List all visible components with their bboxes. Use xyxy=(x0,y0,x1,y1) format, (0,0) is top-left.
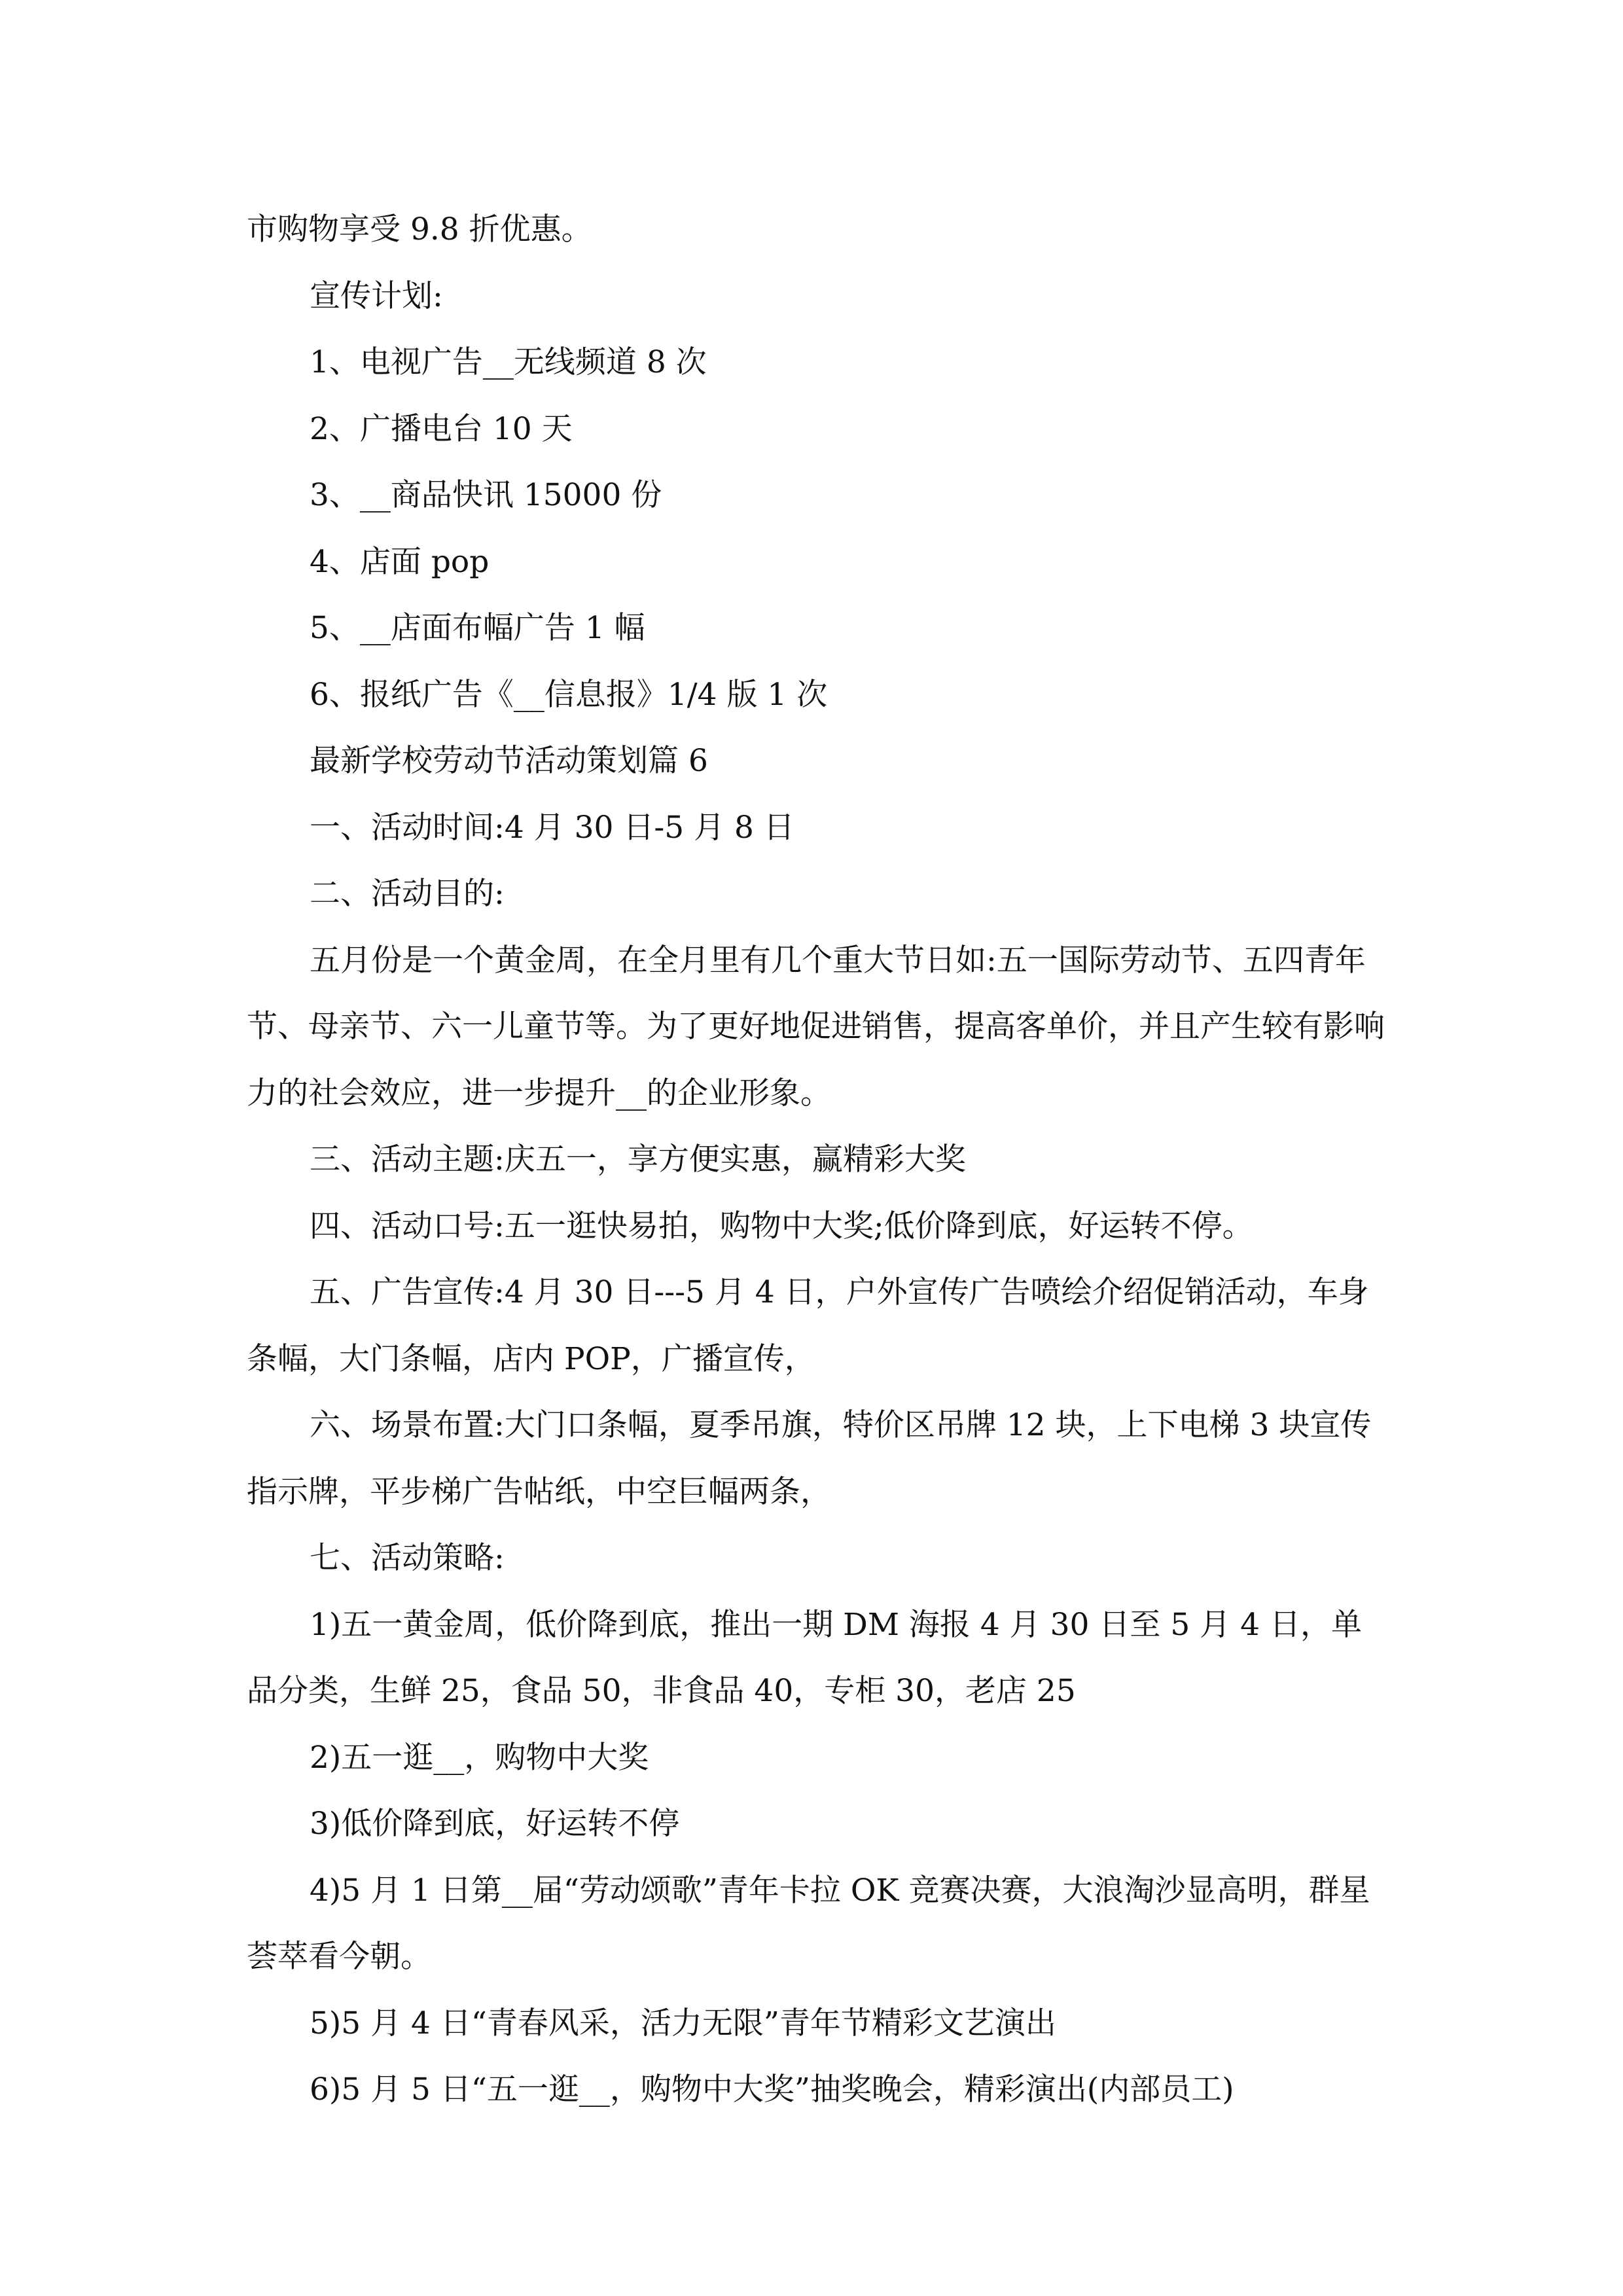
paragraph-plan-item-6: 6、报纸广告《__信息报》1/4 版 1 次 xyxy=(310,676,828,713)
document-body xyxy=(247,196,1385,2123)
paragraph-activity-purpose-body: 五月份是一个黄金周，在全月里有几个重大节日如:五一国际劳动节、五四青年节、母亲节、六一儿童节等。为了更好地促进销售，提高客单价，并且产生较有影响力的社会效应，进一步提升__的企业形象。 xyxy=(247,942,1385,1111)
paragraph-plan-item-3: 3、__商品快讯 15000 份 xyxy=(310,477,662,513)
paragraph-activity-time: 一、活动时间:4 月 30 日-5 月 8 日 xyxy=(310,809,794,846)
paragraph-strategy-item-4: 4)5 月 1 日第__届“劳动颂歌”青年卡拉 OK 竞赛决赛，大浪淘沙显高明，群星荟萃看今朝。 xyxy=(247,1872,1370,1975)
paragraph-activity-slogan: 四、活动口号:五一逛快易拍，购物中大奖;低价降到底，好运转不停。 xyxy=(310,1208,1253,1244)
paragraph-plan-item-1: 1、电视广告__无线频道 8 次 xyxy=(310,344,707,380)
paragraph-activity-purpose-heading: 二、活动目的: xyxy=(310,876,505,912)
paragraph-advertising: 五、广告宣传:4 月 30 日---5 月 4 日，户外宣传广告喷绘介绍促销活动，车身条幅，大门条幅，店内 POP，广播宣传， xyxy=(247,1274,1369,1377)
paragraph-continuation: 市购物享受 9.8 折优惠。 xyxy=(247,211,592,247)
paragraph-plan-item-5: 5、__店面布幅广告 1 幅 xyxy=(310,610,645,646)
paragraph-activity-theme: 三、活动主题:庆五一，享方便实惠，赢精彩大奖 xyxy=(310,1141,966,1177)
paragraph-plan-item-2: 2、广播电台 10 天 xyxy=(310,410,573,447)
paragraph-strategy-item-1: 1)五一黄金周，低价降到底，推出一期 DM 海报 4 月 30 日至 5 月 4 日，单品分类，生鲜 25，食品 50，非食品 40，专柜 30，老店 25 xyxy=(247,1606,1362,1709)
paragraph-strategy-item-2: 2)五一逛__，购物中大奖 xyxy=(310,1739,649,1776)
paragraph-publicity-plan-heading: 宣传计划: xyxy=(310,278,443,314)
paragraph-strategy-item-5: 5)5 月 4 日“青春风采，活力无限”青年节精彩文艺演出 xyxy=(310,2005,1056,2041)
paragraph-section-title: 最新学校劳动节活动策划篇 6 xyxy=(310,743,708,779)
paragraph-strategy-item-3: 3)低价降到底，好运转不停 xyxy=(310,1806,680,1842)
paragraph-plan-item-4: 4、店面 pop xyxy=(310,543,490,580)
paragraph-strategy-heading: 七、活动策略: xyxy=(310,1540,505,1576)
paragraph-scene-layout: 六、场景布置:大门口条幅，夏季吊旗，特价区吊牌 12 块，上下电梯 3 块宣传指示牌，平步梯广告帖纸，中空巨幅两条， xyxy=(247,1407,1372,1510)
paragraph-strategy-item-6: 6)5 月 5 日“五一逛__，购物中大奖”抽奖晚会，精彩演出(内部员工) xyxy=(310,2072,1234,2108)
